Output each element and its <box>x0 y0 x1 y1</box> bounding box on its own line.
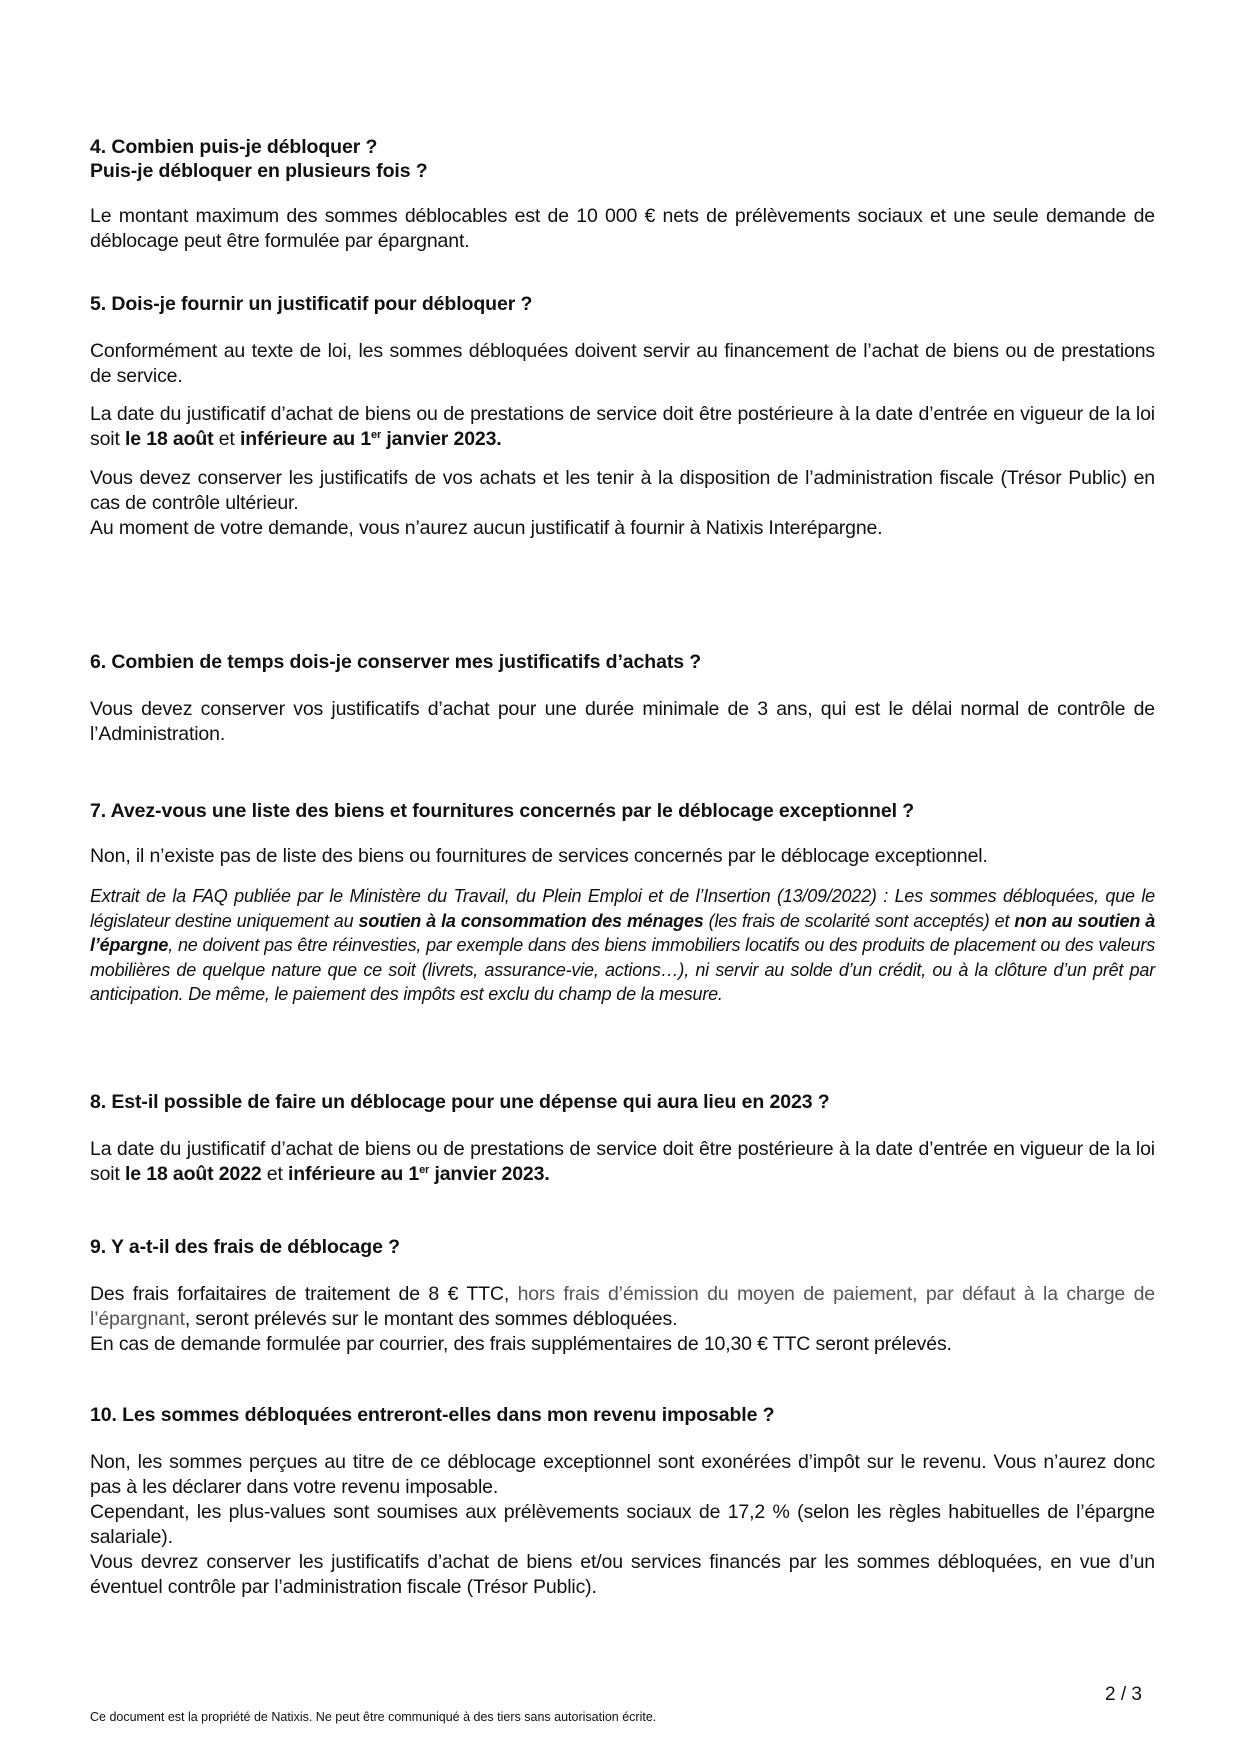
q5-p3: Vous devez conserver les justificatifs de vos achats et les tenir à la disposition de l’administration fiscale (Trésor Public) en cas de contrôle ultérieur. <box>90 467 1155 514</box>
q7-title: 7. Avez-vous une liste des biens et fournitures concernés par le déblocage exceptionnel ? <box>90 800 915 822</box>
q9-p1: Des frais forfaitaires de traitement de 8 € TTC, hors frais d’émission du moyen de paiement, par défaut à la charge de l’épargnant, seront prélevés sur le montant des sommes débloquées. <box>90 1283 1155 1330</box>
q5-p4: Au moment de votre demande, vous n’aurez aucun justificatif à fournir à Natixis Interépargne. <box>90 517 883 539</box>
q10-title: 10. Les sommes débloquées entreront-elles dans mon revenu imposable ? <box>90 1404 775 1426</box>
q9-p2: En cas de demande formulée par courrier, des frais supplémentaires de 10,30 € TTC seront prélevés. <box>90 1333 952 1355</box>
q7-ministry-quote: Extrait de la FAQ publiée par le Ministère du Travail, du Plein Emploi et de l’Insertion (13/09/2022) : Les sommes débloquées, que le législateur destine uniquement au soutien à la consommation des ménages (les frais de scolarité sont acceptés) et non au soutien à l’épargne, ne doivent pas être réinvesties, par exemple dans des biens immobiliers locatifs ou des produits de placement ou des valeurs mobilières de quelque nature que ce soit (livrets, assurance-vie, actions…), ni servir au solde d’un crédit, ou à la clôture d’un prêt par anticipation. De même, le paiement des impôts est exclu du champ de la mesure. <box>90 886 1155 1004</box>
q5-p1: Conformément au texte de loi, les sommes débloquées doivent servir au financement de l’achat de biens ou de prestations de service. <box>90 340 1155 387</box>
q4-title-line1: 4. Combien puis-je débloquer ? <box>90 136 378 158</box>
q9-gray-clause: hors frais d’émission du moyen de paiement, par défaut à la charge de l’épargnant <box>90 1283 1155 1330</box>
q4-title-line2: Puis-je débloquer en plusieurs fois ? <box>90 160 428 182</box>
q8-p1: La date du justificatif d’achat de biens ou de prestations de service doit être postérieure à la date d’entrée en vigueur de la loi soit le 18 août 2022 et inférieure au 1er janvier 2023. <box>90 1138 1155 1185</box>
q5-title: 5. Dois-je fournir un justificatif pour débloquer ? <box>90 293 533 315</box>
q4-answer: Le montant maximum des sommes déblocables est de 10 000 € nets de prélèvements sociaux et une seule demande de déblocage peut être formulée par épargnant. <box>90 205 1155 252</box>
page-number: 2 / 3 <box>1105 1684 1142 1705</box>
q6-title: 6. Combien de temps dois-je conserver mes justificatifs d’achats ? <box>90 651 702 673</box>
q10-p2: Cependant, les plus-values sont soumises aux prélèvements sociaux de 17,2 % (selon les règles habituelles de l’épargne salariale). <box>90 1501 1155 1548</box>
q6-p1: Vous devez conserver vos justificatifs d’achat pour une durée minimale de 3 ans, qui est le délai normal de contrôle de l’Administration. <box>90 698 1155 745</box>
footer-notice: Ce document est la propriété de Natixis. Ne peut être communiqué à des tiers sans autorisation écrite. <box>90 1710 657 1724</box>
q9-title: 9. Y a-t-il des frais de déblocage ? <box>90 1236 400 1258</box>
q10-p3: Vous devrez conserver les justificatifs d’achat de biens et/ou services financés par les sommes débloquées, en vue d’un éventuel contrôle par l’administration fiscale (Trésor Public). <box>90 1551 1155 1598</box>
q5-p2: La date du justificatif d’achat de biens ou de prestations de service doit être postérieure à la date d’entrée en vigueur de la loi soit le 18 août et inférieure au 1er janvier 2023. <box>90 403 1155 450</box>
q10-p1: Non, les sommes perçues au titre de ce déblocage exceptionnel sont exonérées d’impôt sur le revenu. Vous n’aurez donc pas à les déclarer dans votre revenu imposable. <box>90 1451 1155 1498</box>
q7-p1: Non, il n’existe pas de liste des biens ou fournitures de services concernés par le déblocage exceptionnel. <box>90 845 988 867</box>
q8-title: 8. Est-il possible de faire un déblocage pour une dépense qui aura lieu en 2023 ? <box>90 1091 830 1113</box>
